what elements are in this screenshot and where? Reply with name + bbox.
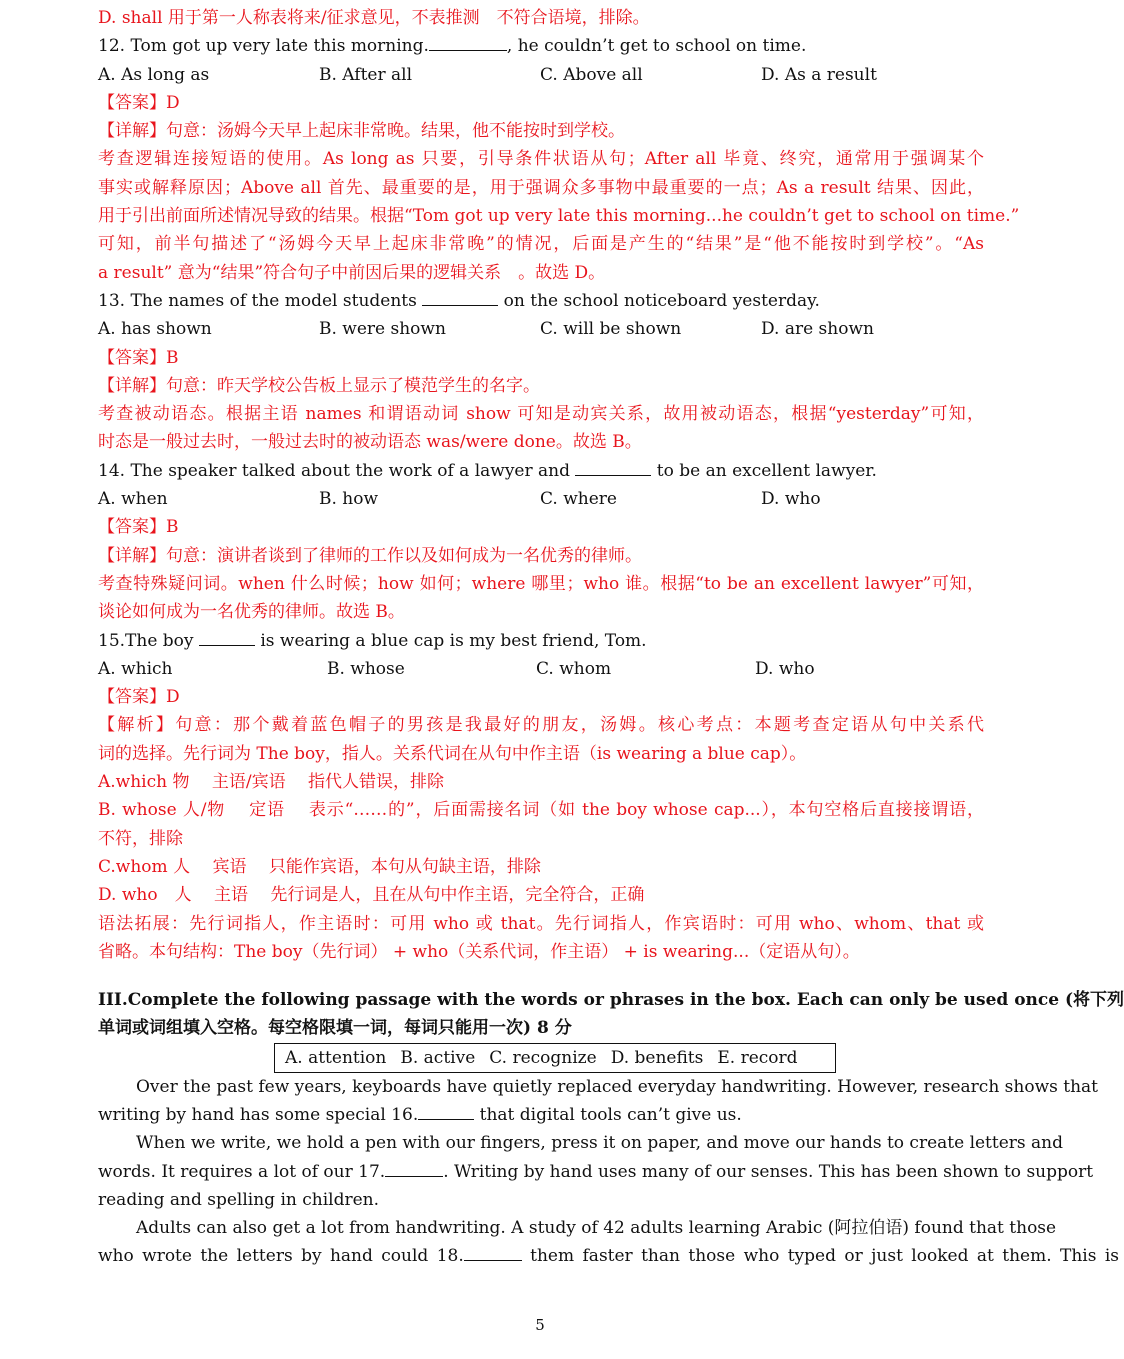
detail-line: 【解析】句意：那个戴着蓝色帽子的男孩是我最好的朋友，汤姆。核心考点：本题考查定语从句中关系代 [98,715,984,736]
passage-line: Over the past few years, keyboards have quietly replaced everyday handwriting. However, research shows that [136,1076,1099,1097]
option-b: B. After all [319,64,413,85]
passage-line: When we write, we hold a pen with our fingers, press it on paper, and move our hands to create letters and [136,1133,1064,1154]
detail-line: 词的选择。先行词为 The boy，指人。关系代词在从句中作主语（is wearing a blue cap）。 [98,743,807,764]
question-text: is wearing a blue cap is my best friend, Tom. [254,630,647,651]
passage-text: words. It requires a lot of our 17. [98,1161,386,1182]
answer-blank [418,1101,474,1120]
detail-line: 考查特殊疑问词。when 什么时候；how 如何；where 哪里；who 谁。根据“to be an excellent lawyer”可知， [98,573,984,594]
question-text: 14. The speaker talked about the work of a lawyer and [98,460,570,481]
answer-blank [385,1158,443,1177]
word-option: C. recognize [489,1047,597,1068]
question-text: 15.The boy [98,630,194,651]
question-text: 13. The names of the model students [98,290,417,311]
detail-line: 谈论如何成为一名优秀的律师。故选 B。 [98,602,405,623]
passage-text: them faster than those who typed or just looked at them. This is [521,1246,1120,1267]
detail-line: 省略。本句结构：The boy（先行词） + who（关系代词，作主语） + is wearing...（定语从句）。 [98,941,860,962]
answer-blank [575,457,651,476]
detail-line: 考查逻辑连接短语的使用。As long as 只要，引导条件状语从句；After all 毕竟、终究，通常用于强调某个 [98,149,984,170]
detail-line: 不符，排除 [98,828,183,849]
passage-line: reading and spelling in children. [98,1189,380,1210]
question-text: to be an excellent lawyer. [651,460,877,481]
detail-line: A.which 物 主语/宾语 指代人错误，排除 [98,772,445,793]
detail-line: 【详解】句意：演讲者谈到了律师的工作以及如何成为一名优秀的律师。 [98,545,642,566]
options-12 [98,61,984,89]
word-box [274,1043,836,1073]
detail-line: 用于引出前面所述情况导致的结果。根据“Tom got up very late this morning...he couldn’t get to school on time.” [98,206,1020,227]
passage-text: who wrote the letters by hand could 18. [98,1246,464,1267]
word-option: E. record [717,1047,798,1068]
detail-line: 时态是一般过去时，一般过去时的被动语态 was/were done。故选 B。 [98,432,642,453]
option-d: D. As a result [761,64,877,85]
passage-line [98,1242,1120,1270]
answer-blank [199,627,255,646]
option-b: B. whose [327,658,405,679]
detail-line: D. who 人 主语 先行词是人，且在从句中作主语，完全符合，正确 [98,885,645,906]
detail-line: 【详解】句意：汤姆今天早上起床非常晚。结果，他不能按时到学校。 [98,121,625,142]
passage-line: Adults can also get a lot from handwriting. A study of 42 adults learning Arabic (阿拉伯语) found that those [136,1218,1057,1239]
option-a: A. which [98,658,173,679]
detail-line: B. whose 人/物 定语 表示“……的”，后面需接名词（如 the boy whose cap...），本句空格后直接接谓语， [98,800,984,821]
word-option: A. attention [285,1047,387,1068]
passage-text: . Writing by hand uses many of our senses. This has been shown to support [443,1161,1094,1182]
option-c: C. Above all [540,64,643,85]
question-15 [98,627,984,655]
option-b: B. were shown [319,319,446,340]
option-a: A. when [98,489,168,510]
passage-text: writing by hand has some special 16. [98,1104,419,1125]
answer-blank [422,287,498,306]
question-12 [98,32,984,60]
option-c: C. where [540,489,617,510]
answer-blank [464,1242,522,1261]
page-number: 5 [535,1316,545,1334]
option-a: A. As long as [98,64,210,85]
answer-line: 【答案】D [98,687,180,708]
detail-line: C.whom 人 宾语 只能作宾语，本句从句缺主语，排除 [98,856,541,877]
passage-line [98,1158,1094,1186]
word-option: D. benefits [610,1047,704,1068]
answer-line: 【答案】D [98,92,180,113]
question-text: , he couldn’t get to school on time. [506,36,807,57]
options-13 [98,315,984,343]
detail-line: a result” 意为“结果”符合句子中前因后果的逻辑关系 。故选 D。 [98,262,606,283]
detail-line: 事实或解释原因；Above all 首先、最重要的是，用于强调众多事物中最重要的一点；As a result 结果、因此， [98,177,984,198]
option-b: B. how [319,489,379,510]
word-box-row [98,1043,984,1073]
word-option: B. active [400,1047,476,1068]
answer-blank [429,32,507,51]
option-c: C. will be shown [540,319,682,340]
question-text: on the school noticeboard yesterday. [498,290,820,311]
option-d: D. are shown [761,319,874,340]
question-text: 12. Tom got up very late this morning. [98,36,429,57]
detail-line: 【详解】句意：昨天学校公告板上显示了模范学生的名字。 [98,375,540,396]
option-a: A. has shown [98,319,212,340]
answer-line: 【答案】B [98,347,179,368]
option-d: D. who [761,489,821,510]
question-14 [98,457,984,485]
document-page [98,4,1124,1271]
detail-line: 可知，前半句描述了“汤姆今天早上起床非常晚”的情况，后面是产生的“结果”是“他不能按时到学校”。“As [98,234,984,255]
passage-line [98,1101,984,1129]
detail-line: 考查被动语态。根据主语 names 和谓语动词 show 可知是动宾关系，故用被动语态，根据“yesterday”可知， [98,404,984,425]
section-title: III.Complete the following passage with the words or phrases in the box. Each can only be used once (将下列 [98,990,1124,1011]
answer-line: 【答案】B [98,517,179,538]
options-15 [98,655,984,683]
question-13 [98,287,984,315]
detail-line: 语法拓展：先行词指人，作主语时：可用 who 或 that。先行词指人，作宾语时：可用 who、whom、that 或 [98,913,984,934]
option-c: C. whom [536,658,612,679]
options-14 [98,485,984,513]
option-d: D. who [755,658,815,679]
section-title: 单词或词组填入空格。每空格限填一词，每词只能用一次) 8 分 [98,1018,572,1039]
passage-text: that digital tools can’t give us. [474,1104,742,1125]
text-line: D. shall 用于第一人称表将来/征求意见，不表推测 不符合语境，排除。 [98,8,650,28]
